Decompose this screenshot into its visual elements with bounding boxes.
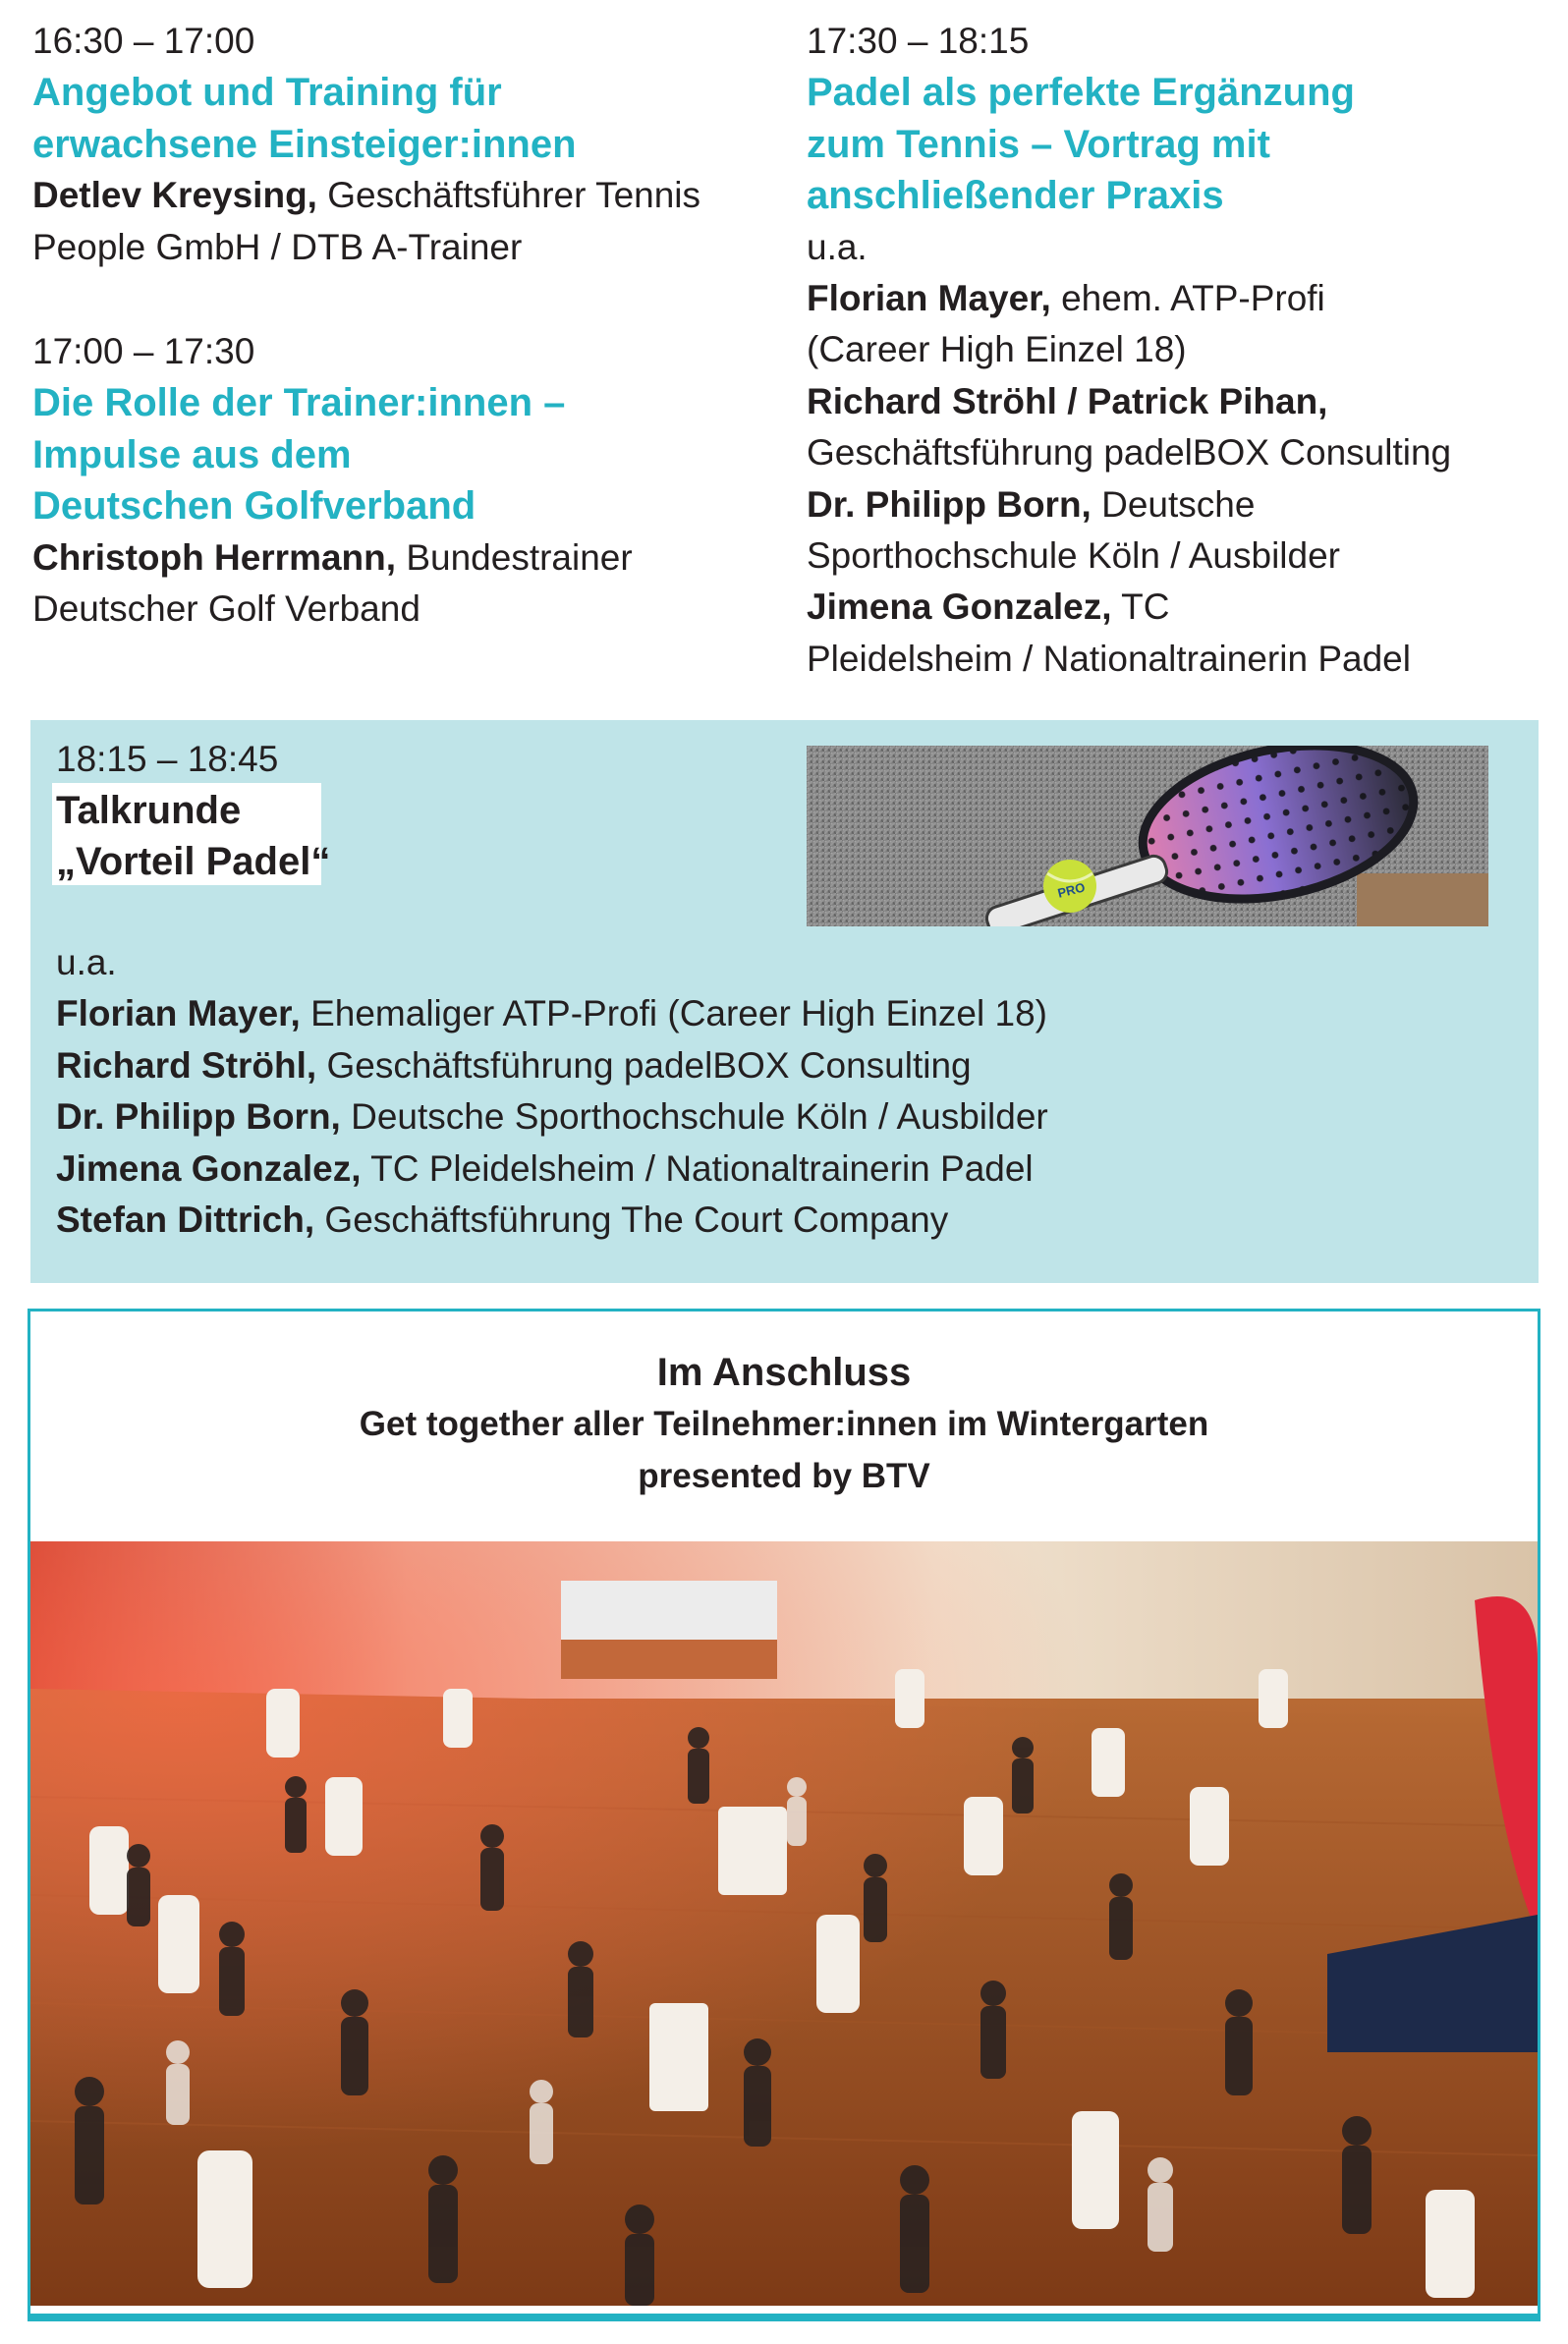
speaker-name: Stefan Dittrich, [56, 1200, 315, 1241]
session-title-line: erwachsene Einsteiger:innen [32, 122, 577, 166]
speaker-role: (Career High Einzel 18) [807, 329, 1187, 370]
speaker-line [32, 170, 759, 221]
speaker-name: Florian Mayer, [807, 278, 1051, 319]
speaker-name: Christoph Herrmann, [32, 536, 397, 578]
speaker-role: TC Pleidelsheim / Nationaltrainerin Padel [361, 1147, 1034, 1189]
speaker-line [56, 1040, 1048, 1091]
speaker-line [56, 988, 1048, 1039]
speaker-line [56, 937, 1048, 988]
talk-title-line: Talkrunde [56, 789, 242, 832]
speaker-name: Richard Ströhl / Patrick Pihan, [807, 380, 1328, 421]
speaker-role: Ehemaliger ATP-Profi (Career High Einzel 18) [300, 993, 1047, 1034]
speaker-line [807, 273, 1534, 324]
session-title-line: Angebot und Training für [32, 71, 502, 115]
talk-title-line: „Vorteil Padel“ [56, 840, 331, 884]
speaker-role: u.a. [56, 942, 117, 982]
session-2 [32, 326, 759, 635]
wintergarten-event-photo [30, 1541, 1538, 2306]
session-time: 17:30 – 18:15 [807, 21, 1030, 61]
session-3 [807, 16, 1534, 685]
session-title-line: Impulse aus dem [32, 432, 352, 476]
speaker-line [32, 584, 759, 635]
get-together-heading [30, 1347, 1538, 1502]
speaker-role: Geschäftsführung padelBOX Consulting [316, 1044, 972, 1086]
speaker-name: Jimena Gonzalez, [56, 1147, 362, 1189]
speaker-line [807, 634, 1534, 685]
speaker-role: Geschäftsführer Tennis [316, 175, 701, 216]
speaker-role: Deutsche Sporthochschule Köln / Ausbilder [340, 1096, 1048, 1138]
speaker-line [32, 532, 759, 584]
speaker-role: u.a. [807, 226, 868, 267]
speaker-role: Pleidelsheim / Nationaltrainerin Padel [807, 638, 1411, 679]
session-title-line: Padel als perfekte Ergänzung [807, 71, 1355, 115]
speaker-role: Geschäftsführung padelBOX Consulting [807, 432, 1452, 474]
speaker-role: People GmbH / DTB A-Trainer [32, 226, 523, 267]
speaker-line [807, 582, 1534, 633]
session-1 [32, 16, 759, 273]
speaker-line [56, 1195, 1048, 1246]
speaker-line [807, 479, 1534, 530]
talk-time: 18:15 – 18:45 [56, 739, 279, 779]
speaker-role: Deutsche [1091, 483, 1256, 525]
speaker-name: Dr. Philipp Born, [56, 1096, 341, 1138]
ball-label: PRO [1055, 879, 1087, 901]
speaker-role: Sporthochschule Köln / Ausbilder [807, 535, 1341, 577]
after-heading: Im Anschluss [656, 1351, 912, 1394]
speaker-role: Geschäftsführung The Court Company [314, 1200, 949, 1241]
session-title-line: Die Rolle der Trainer:innen – [32, 381, 566, 425]
speaker-line [56, 1091, 1048, 1143]
session-title-line: anschließender Praxis [807, 174, 1224, 218]
session-time: 16:30 – 17:00 [32, 21, 255, 61]
speaker-line [32, 222, 759, 273]
get-together-panel [28, 1309, 1540, 2321]
padel-racket-photo [807, 746, 1488, 926]
talk-title [56, 785, 330, 888]
talk-speakers [56, 937, 1048, 1246]
speaker-role: Bundestrainer [396, 536, 633, 578]
speaker-name: Dr. Philipp Born, [807, 483, 1092, 525]
speaker-line [807, 222, 1534, 273]
speaker-name: Detlev Kreysing, [32, 175, 317, 216]
session-title-line: zum Tennis – Vortrag mit [807, 122, 1270, 166]
after-line: Get together aller Teilnehmer:innen im Wintergarten [359, 1405, 1209, 1443]
speaker-role: ehem. ATP-Profi [1050, 278, 1325, 319]
speaker-name: Jimena Gonzalez, [807, 586, 1112, 628]
speaker-line [807, 530, 1534, 582]
speaker-name: Richard Ströhl, [56, 1044, 317, 1086]
after-line: presented by BTV [638, 1457, 930, 1495]
speaker-line [807, 324, 1534, 375]
talk-round-panel [30, 720, 1539, 1283]
speaker-line [807, 376, 1534, 427]
speaker-role: Deutscher Golf Verband [32, 588, 420, 630]
session-title-line: Deutschen Golfverband [32, 484, 476, 529]
speaker-line [56, 1144, 1048, 1195]
speaker-role: TC [1111, 586, 1170, 628]
speaker-name: Florian Mayer, [56, 993, 301, 1034]
session-time: 17:00 – 17:30 [32, 331, 255, 371]
speaker-line [807, 427, 1534, 478]
